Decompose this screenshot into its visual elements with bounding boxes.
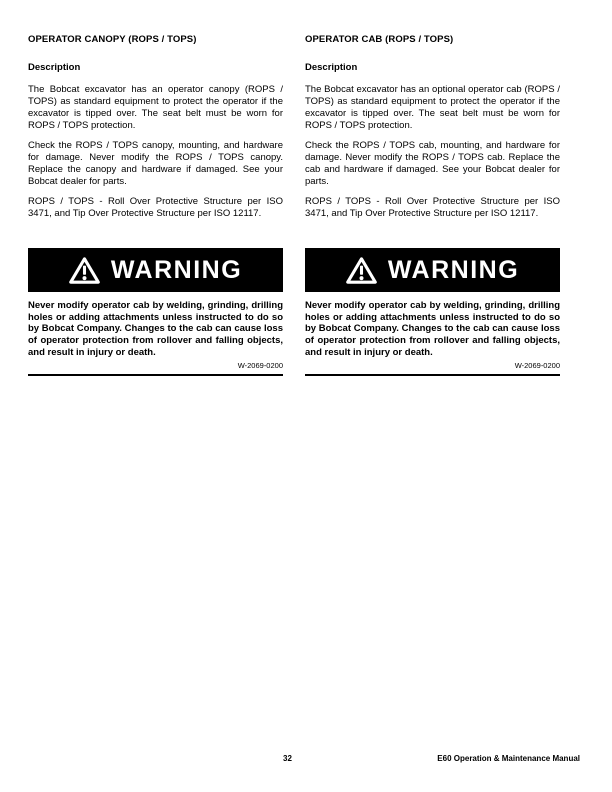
paragraph: Check the ROPS / TOPS canopy, mounting, and hardware for damage. Never modify the ROPS / TOPS canopy. Replace the canopy and hardware if damaged. See your Bobcat dealer for parts.	[28, 140, 283, 187]
paragraph: ROPS / TOPS - Roll Over Protective Structure per ISO 3471, and Tip Over Protective Structure per ISO 12117.	[305, 196, 560, 219]
footer-manual-title: E60 Operation & Maintenance Manual	[437, 754, 580, 763]
column-operator-canopy	[28, 34, 283, 376]
divider-rule	[28, 374, 283, 376]
warning-label: WARNING	[110, 255, 243, 284]
footer-page-number: 32	[283, 754, 292, 763]
warning-banner	[28, 248, 283, 292]
warning-triangle-icon	[69, 257, 100, 284]
warning-label: WARNING	[387, 255, 520, 284]
paragraph: The Bobcat excavator has an operator canopy (ROPS / TOPS) as standard equipment to protect the operator if the excavator is tipped over. The seat belt must be worn for ROPS / TOPS protection.	[28, 84, 283, 131]
section-heading: Description	[28, 62, 81, 73]
paragraph: The Bobcat excavator has an optional operator cab (ROPS / TOPS) as standard equipment to protect the operator if the excavator is tipped over. The seat belt must be worn for ROPS / TOPS protection.	[305, 84, 560, 131]
two-column-layout	[28, 34, 560, 376]
warning-body-text: Never modify operator cab by welding, grinding, drilling holes or adding attachments unless instructed to do so by Bobcat Company. Changes to the cab can cause loss of operator protection from rollover and falling objects, and result in injury or death.	[28, 300, 283, 358]
warning-code: W-2069-0200	[514, 360, 560, 370]
divider-rule	[305, 374, 560, 376]
warning-body-text: Never modify operator cab by welding, grinding, drilling holes or adding attachments unless instructed to do so by Bobcat Company. Changes to the cab can cause loss of operator protection from rollover and falling objects, and result in injury or death.	[305, 300, 560, 358]
column-title: OPERATOR CANOPY (ROPS / TOPS)	[28, 34, 197, 45]
warning-code: W-2069-0200	[237, 360, 283, 370]
warning-banner	[305, 248, 560, 292]
paragraph: ROPS / TOPS - Roll Over Protective Structure per ISO 3471, and Tip Over Protective Structure per ISO 12117.	[28, 196, 283, 219]
column-operator-cab	[305, 34, 560, 376]
section-heading: Description	[305, 62, 358, 73]
warning-triangle-icon	[346, 257, 377, 284]
column-title: OPERATOR CAB (ROPS / TOPS)	[305, 34, 454, 45]
paragraph: Check the ROPS / TOPS cab, mounting, and hardware for damage. Never modify the ROPS / TOPS cab. Replace the cab and hardware if damaged. See your Bobcat dealer for parts.	[305, 140, 560, 187]
